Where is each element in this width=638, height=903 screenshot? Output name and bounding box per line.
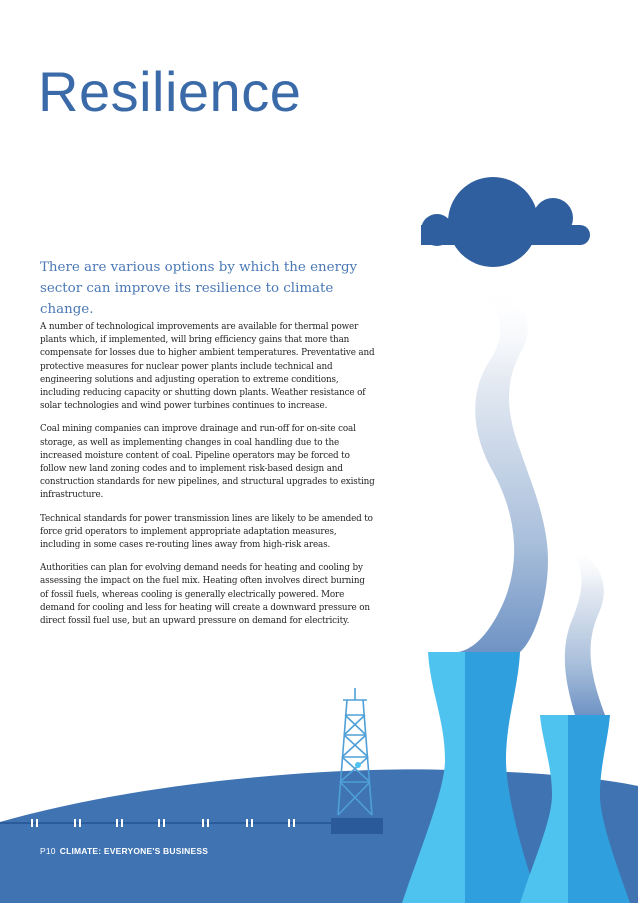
cloud-icon [421, 177, 590, 267]
paragraph: A number of technological improvements are available for thermal power plants which, if implemented, will bring efficiency gains that more than compensate for losses due to higher ambient temperatures. Preventative and protective measures for nuclear power plants include technical and engineering solutions and adjusting operation to extreme conditions, including reducing capacity or shutting down plants. Weather resistance of solar technologies and wind power turbines continues to increase. [40, 322, 375, 412]
intro-text: There are various options by which the energy sector can improve its resilience to climate change. [40, 260, 358, 317]
page-title: Resilience [38, 60, 302, 123]
footer [40, 846, 208, 856]
page-number: P10 [40, 846, 56, 856]
body-text [40, 321, 375, 638]
paragraph: Authorities can plan for evolving demand needs for heating and cooling by assessing the impact on the fuel mix. Heating often involves direct burning of fossil fuels, whereas cooling is generally electrically powered. More demand for cooling and less for heating will create a downward pressure on direct fossil fuel use, but an upward pressure on demand for electricity. [40, 563, 370, 627]
drilling-rig-base [331, 818, 383, 834]
steam-plume-icon [458, 285, 548, 652]
publication-name: CLIMATE: EVERYONE'S BUSINESS [59, 846, 209, 856]
drilling-rig-hook [355, 762, 361, 768]
paragraph: Technical standards for power transmission lines are likely to be amended to force grid operators to implement appropriate adaptation measures, including in some cases re-routing lines away from high-risk areas. [40, 513, 373, 551]
paragraph: Coal mining companies can improve drainage and run-off for on-site coal storage, as well as implementing changes in coal handling due to the increased moisture content of coal. Pipeline operators may be forced to follow new land zoning codes and to implement risk-based design and construction standards for new pipelines, and structural upgrades to existing infrastructure. [40, 424, 375, 501]
steam-plume-icon [565, 545, 605, 715]
